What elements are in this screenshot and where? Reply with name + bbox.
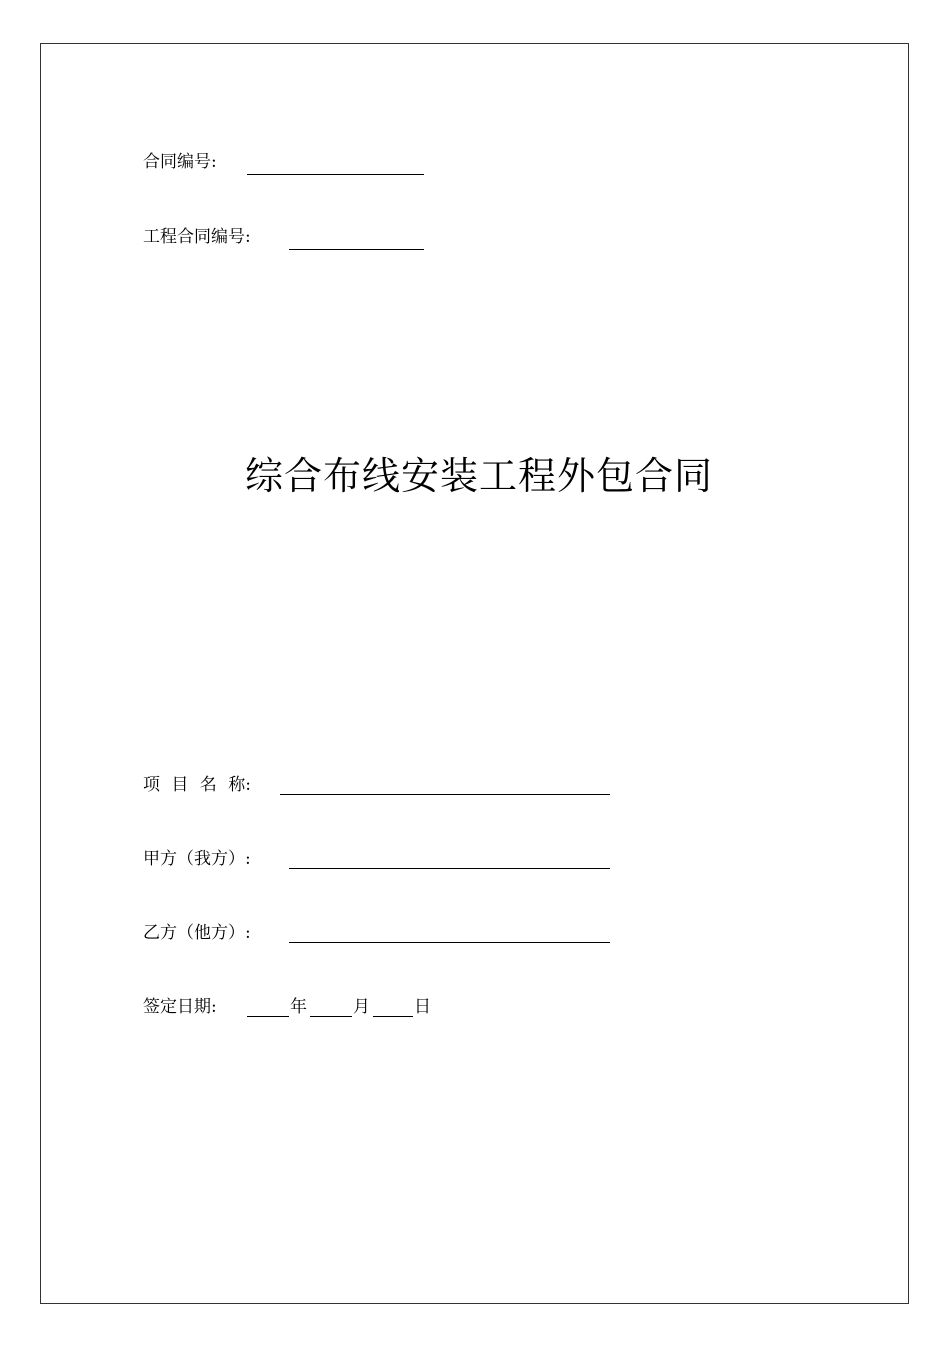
- sign-date-label: 签定日期:: [143, 997, 217, 1017]
- party-a-label: 甲方（我方）:: [143, 849, 251, 869]
- contract-number-field: [143, 151, 433, 177]
- project-contract-number-blank[interactable]: [289, 249, 424, 250]
- party-a-blank[interactable]: [289, 868, 610, 869]
- party-b-label: 乙方（他方）:: [143, 923, 251, 943]
- sign-day-blank[interactable]: [373, 1016, 413, 1017]
- project-contract-number-label: 工程合同编号:: [143, 227, 251, 247]
- project-name-field: [143, 774, 613, 800]
- sign-date-field: [143, 996, 443, 1022]
- contract-number-label: 合同编号:: [143, 152, 217, 172]
- project-contract-number-field: [143, 226, 433, 252]
- contract-number-blank[interactable]: [247, 174, 424, 175]
- party-a-field: [143, 848, 613, 874]
- party-b-blank[interactable]: [289, 942, 610, 943]
- year-unit: 年: [290, 997, 307, 1017]
- sign-month-blank[interactable]: [310, 1016, 352, 1017]
- project-name-label: 项 目 名 称:: [143, 775, 251, 795]
- party-b-field: [143, 922, 613, 948]
- day-unit: 日: [414, 997, 431, 1017]
- project-name-blank[interactable]: [280, 794, 610, 795]
- month-unit: 月: [353, 997, 370, 1017]
- document-title: 综合布线安装工程外包合同: [244, 454, 713, 498]
- sign-year-blank[interactable]: [247, 1016, 289, 1017]
